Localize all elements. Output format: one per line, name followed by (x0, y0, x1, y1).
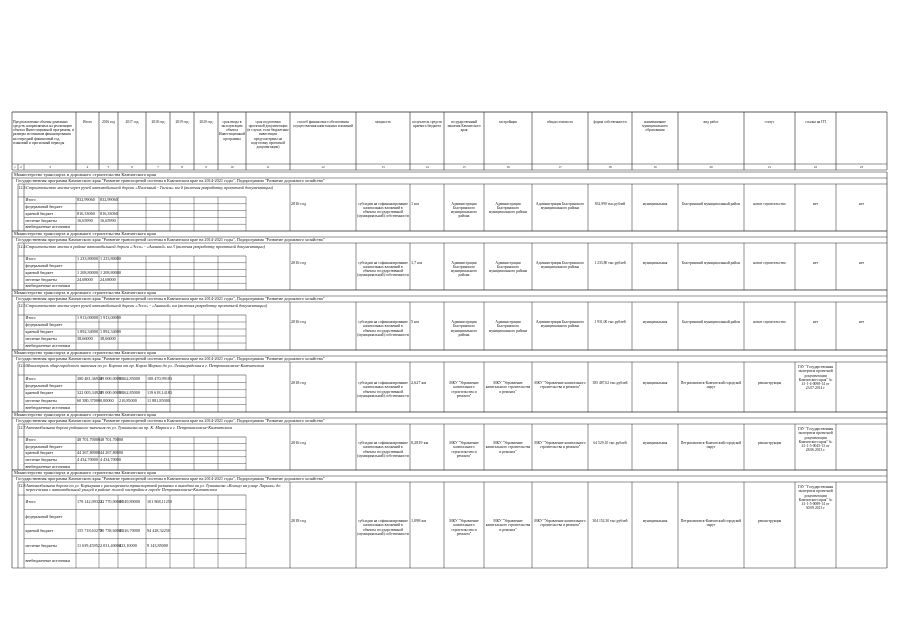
value-total: 322 005,34928 (77, 390, 103, 396)
column-number: 18 (608, 164, 612, 169)
column-number: 8 (181, 164, 183, 169)
column-number: 17 (558, 164, 562, 169)
row-label: внебюджетные источники (25, 463, 70, 469)
column-number: 6 (131, 164, 133, 169)
financing-method: субсидии на софинансирование капитальных вложений в объекты государственной (муниципальной) собственности (357, 201, 409, 219)
row-label: краевой бюджет (25, 329, 54, 335)
value-total: 1 208,80000 (77, 269, 98, 275)
value-2018: 101 868,11250 (147, 499, 172, 505)
total-cost: 304 152,30 тыс.рублей (592, 519, 628, 523)
commission-year: 2016 год (291, 200, 307, 206)
ownership-form: муниципальная (642, 201, 668, 206)
value-2018: 94 428,32250 (147, 528, 171, 534)
ownership-form: муниципальная (642, 519, 668, 523)
row-label: федеральный бюджет (25, 263, 63, 268)
ownership-form: муниципальная (642, 381, 668, 385)
expertise-status: ГАУ "Государственная экспертиза проектной документации Камчатского края" № 41-1-5-0045-13 от 28.06.2013 г. (797, 427, 834, 453)
developer: Администрация Быстринского муниципального района (535, 201, 585, 210)
capacity: 0,2819 км (411, 440, 429, 445)
row-label: федеральный бюджет (25, 382, 63, 388)
header-cell-4: 2017 год (125, 120, 139, 124)
row-label: краевой бюджет (25, 210, 54, 216)
row-label: Итого (25, 437, 36, 443)
header-cell-11: мощность (375, 120, 391, 124)
column-number: 1 (14, 164, 16, 169)
column-number: 11 (266, 164, 270, 169)
value-2016: 1 892,34000 (100, 329, 121, 335)
commission-year: 2018 год (291, 518, 307, 523)
municipality: Петропавловск-Камчатский городской округ (680, 381, 742, 390)
state-customer: Администрация Быстринского муниципального района (488, 320, 528, 333)
header-cell-3: 2016 год (102, 120, 115, 124)
header-cell-16: форма собственности (593, 120, 627, 124)
row-label: Итого (25, 375, 36, 381)
budget-recipient: МКУ "Управление капитального строительства и ремонта" (449, 381, 479, 398)
program-heading: Государственная программа Камчатского края "Развитие транспортной системы в Камчатском крае на 2014-2021 годы", Подпрограмма "Развитие дорожного хозяйства" (16, 296, 325, 302)
header-cell-1: Предполагаемые объемы денежных средств, направляемых на реализацию объекта Инвестиционной программы, и размеры источников финансирования на очередной финансовый год, плановый и прогнозный периоды (13, 120, 74, 145)
row-label: Итого (25, 197, 36, 203)
row-label: местные бюджеты (25, 276, 57, 282)
developer: МКУ "Управление капитального строительства и ремонта" (534, 441, 586, 450)
row-label: местные бюджеты (25, 217, 57, 223)
object-title: Автомобильная дорога районного значения по ул. Тушканова на пр. К. Маркса в г. Петропавловске-Камчатском (26, 424, 232, 430)
work-type: новое строительство (753, 320, 786, 324)
capacity: 1,098 км (411, 518, 427, 523)
value-total: 178 142,09323 (77, 499, 103, 505)
object-number: 12.4 (18, 244, 26, 249)
value-total: 38,66000 (77, 336, 93, 342)
value-total: 832,99060 (77, 197, 95, 203)
state-customer: Администрация Быстринского муниципального района (488, 201, 528, 214)
ministry-heading: Министерство транспорта и дорожного строительства Камчатского края (14, 350, 156, 356)
expertise-status: нет (812, 260, 819, 265)
program-heading: Государственная программа Камчатского края "Развитие транспортной системы в Камчатском крае на 2014-2021 годы", Подпрограмма "Развитие дорожного хозяйства" (16, 237, 325, 243)
program-heading: Государственная программа Камчатского края "Развитие транспортной системы в Камчатском крае на 2014-2021 годы", Подпрограмма "Развитие дорожного хозяйства" (16, 178, 325, 184)
value-total: 816,33060 (77, 210, 95, 216)
row-label: местные бюджеты (25, 397, 57, 403)
total-cost: 385 487,62 тыс.рублей (592, 381, 628, 385)
value-2016: 22 770,00000 (100, 499, 124, 505)
object-number: 12.6 (18, 363, 26, 368)
header-cell-6: 2019 год (175, 120, 189, 124)
total-cost: 1 233,80 тыс.рублей (594, 260, 626, 265)
row-label: Итого (25, 256, 36, 262)
row-label: внебюджетные источники (25, 283, 70, 289)
column-number: 15 (462, 164, 466, 169)
ministry-heading: Министерство транспорта и дорожного строительства Камчатского края (14, 172, 156, 178)
column-number: 19 (653, 164, 657, 169)
budget-recipient: Администрация Быстринского муниципального района (450, 320, 478, 337)
developer: Администрация Быстринского муниципального района (535, 320, 585, 329)
value-2016: 24,68000 (100, 276, 116, 282)
header-cell-18: вид работ (703, 120, 719, 124)
budget-recipient: МКУ "Управление капитального строительства и ремонта" (449, 519, 479, 536)
header-cell-7: 2020 год (199, 120, 213, 124)
financing-method: субсидии на софинансирование капитальных вложений в объекты государственной (муниципальной) собственности (357, 260, 409, 278)
value-2018: 11 881,85000 (147, 397, 170, 403)
expertise-status: ГАУ "Государственная экспертиза проектной документации Камчатского края" № 41-1-5-0089-14 от 30.09.2013 г. (797, 485, 834, 511)
program-heading: Государственная программа Камчатского края "Развитие транспортной системы в Камчатском крае на 2014-2021 годы", Подпрограмма "Развитие дорожного хозяйства" (16, 476, 325, 482)
column-number: 16 (506, 164, 510, 169)
row-label: Итого (25, 499, 36, 505)
row-label: федеральный бюджет (25, 204, 63, 209)
value-2016: 1 208,80000 (100, 269, 121, 275)
value-total: 155 718,63279 (77, 528, 103, 534)
expertise-status: ГАУ "Государственная экспертиза проектной документации Камчатского края" № 41-1-4-0098-14 от 23.07.2014 г. (797, 365, 834, 391)
value-2018: 119 618,14183 (147, 390, 172, 396)
object-number: 12.8 (18, 483, 26, 488)
municipality: Быстринский муниципальный район (682, 320, 740, 324)
column-number: 4 (86, 164, 89, 169)
header-cell-15: общая стоимость (546, 120, 574, 124)
column-number: 14 (425, 164, 429, 169)
work-type: реконструкция (757, 441, 782, 445)
program-heading: Государственная программа Камчатского края "Развитие транспортной системы в Камчатском крае на 2014-2021 годы", Подпрограмма "Развитие дорожного хозяйства" (16, 356, 325, 362)
ministry-heading: Министерство транспорта и дорожного строительства Камчатского края (14, 290, 156, 296)
value-2016: 0,00000 (100, 397, 114, 403)
program-heading: Государственная программа Камчатского края "Развитие транспортной системы в Камчатском крае на 2014-2021 годы", Подпрограмма "Развитие дорожного хозяйства" (16, 418, 325, 424)
ownership-form: муниципальная (642, 260, 668, 265)
budget-recipient: Администрация Быстринского муниципального района (450, 201, 478, 219)
value-2017: 423,10000 (119, 542, 137, 548)
total-cost: 832,990 тыс.рублей (594, 201, 626, 206)
value-2016: 816,33060 (100, 210, 118, 216)
row-label: местные бюджеты (25, 542, 57, 548)
object-number: 12.5 (18, 303, 26, 308)
program-ref: нет (858, 320, 865, 324)
commission-year: 2016 год (291, 440, 307, 445)
developer: МКУ "Управление капитального строительства и ремонта" (534, 381, 586, 390)
total-cost: 1 931,00 тыс.рублей (594, 320, 626, 324)
value-2017: 5 162,85000 (119, 390, 140, 396)
value-total: 60 380,37000 (77, 397, 101, 403)
header-cell-17: наименование муниципального образования (642, 120, 668, 133)
value-2016: 49 000,00000 (100, 390, 124, 396)
header-cell-20: ссылка на ГП (805, 120, 826, 124)
row-label: Итого (25, 315, 36, 321)
header-cell-19: статус (764, 120, 775, 124)
row-label: внебюджетные источники (25, 405, 70, 411)
header-cell-2: Итого (82, 120, 93, 124)
row-label: местные бюджеты (25, 456, 57, 462)
budget-recipient: МКУ "Управление капитального строительства и ремонта" (449, 441, 479, 458)
value-2016: 832,99060 (100, 197, 118, 203)
value-2016: 44 267,80000 (100, 450, 124, 456)
value-2018: 108 470,99183 (147, 375, 173, 381)
value-2017: 5 162,85000 (119, 375, 140, 381)
value-2016: 16,65990 (100, 217, 116, 223)
header-cell-10: способ финансового обеспечения осуществления капитальных вложений (292, 120, 354, 129)
state-customer: Администрация Быстринского муниципального района (488, 260, 528, 273)
header-cell-13: государственный заказчик Камчатского края (447, 120, 481, 133)
object-title: Строительство моста через ручей автомобильной дороги «Эссо» - «Анавгай» км (включая разработку проектной документации) (26, 302, 268, 308)
ownership-form: муниципальная (642, 320, 668, 324)
row-label: внебюджетные источники (25, 557, 70, 563)
header-cell-9: срок подготовки проектной документации (в случае, если бюджетные инвестиции предусмотрены на подготовку проектной документации) (247, 120, 289, 149)
commission-year: 2016 год (291, 319, 307, 324)
object-number: 12.3 (18, 185, 26, 190)
value-2017: 4 549,80000 (119, 499, 140, 505)
value-2016: 2 031,40000 (100, 542, 121, 548)
capacity: 1,7 км (411, 259, 422, 265)
ministry-heading: Министерство транспорта и дорожного строительства Камчатского края (14, 470, 156, 476)
value-2017: 4 126,70000 (119, 528, 140, 534)
value-total: 1 913,00000 (77, 315, 98, 321)
row-label: федеральный бюджет (25, 513, 63, 519)
value-total: 16,65990 (77, 217, 93, 223)
commission-year: 2016 год (291, 259, 307, 265)
value-total: 380 481,36928 (77, 375, 103, 381)
ministry-heading: Министерство транспорта и дорожного строительства Камчатского края (14, 231, 156, 237)
column-number: 23 (859, 164, 864, 169)
municipality: Быстринский муниципальный район (682, 201, 740, 206)
object-title: Строительство моста в районе автомобильной дороги «Эссо» - «Анавгай» км 3 (включая разработку проектной документации) (26, 243, 266, 249)
municipality: Петропавловск-Камчатский городской округ (680, 519, 742, 528)
value-total: 11 639,45952 (77, 542, 100, 548)
work-type: новое строительство (753, 201, 786, 206)
object-title: Автомобильная дорога по ул. Карьерная с расширением транспортной развязки и выходом на ул. Тушканова «Кольцо на улице Ларина» до пересечения с автомобильной улицей в районе жилой застройки в городе Петропавловске-Камчатском (26, 482, 281, 492)
financing-method: субсидии на софинансирование капитальных вложений в объекты государственной (муниципальной) собственности (357, 381, 409, 398)
row-label: краевой бюджет (25, 269, 54, 275)
value-total: 48 701,70000 (77, 437, 101, 443)
ministry-heading: Министерство транспорта и дорожного строительства Камчатского края (14, 412, 156, 418)
work-type: новое строительство (753, 260, 786, 265)
value-total: 1 233,80000 (77, 256, 98, 262)
row-label: краевой бюджет (25, 528, 54, 534)
column-number: 21 (767, 164, 772, 169)
program-ref: нет (858, 260, 865, 265)
row-label: федеральный бюджет (25, 322, 63, 328)
header-cell-12: получатель средств краевого бюджета (412, 120, 442, 129)
developer: МКУ "Управление капитального строительства и ремонта" (534, 519, 586, 528)
commission-year: 2018 год (291, 380, 307, 385)
state-customer: МКУ "Управление капитального строительства и ремонта" (485, 381, 531, 394)
capacity: 1 км (411, 200, 419, 206)
value-2016: 1 913,00000 (100, 315, 121, 321)
row-label: местные бюджеты (25, 336, 57, 342)
column-number: 5 (107, 164, 110, 169)
budget-recipient: Администрация Быстринского муниципального района (450, 260, 478, 278)
value-2016: 49 000,00000 (100, 375, 124, 381)
column-number: 9 (205, 164, 207, 169)
column-number: 3 (49, 164, 51, 169)
state-customer: МКУ "Управление капитального строительства и ремонта" (485, 441, 531, 454)
work-type: реконструкция (757, 519, 782, 523)
program-ref: нет (858, 201, 865, 206)
developer: Администрация Быстринского муниципального района (535, 260, 585, 269)
value-2018: 9 143,85000 (147, 542, 168, 548)
total-cost: 64 529,10 тыс.рублей (593, 441, 627, 445)
expertise-status: нет (812, 320, 819, 324)
financing-method: субсидии на софинансирование капитальных вложений в объекты государственной (муниципальной) собственности (357, 519, 409, 536)
value-2016: 20 738,60000 (100, 528, 124, 534)
capacity: 5 км (411, 319, 419, 324)
column-number: 22 (813, 164, 818, 169)
object-number: 12.7 (18, 425, 26, 430)
ownership-form: муниципальная (642, 441, 668, 445)
header-cell-5: 2018 год (151, 120, 165, 124)
value-2016: 48 701,70000 (100, 437, 124, 443)
column-number: 7 (157, 164, 159, 169)
column-number: 2 (20, 164, 22, 169)
expertise-status: нет (812, 201, 819, 206)
object-title: Магистраль общегородского значения по ул. Кирова от пр. Карла Маркса до ул. Ленинградская в г. Петропавловске-Камчатском (26, 362, 264, 368)
column-number: 10 (230, 164, 234, 169)
column-number: 13 (381, 164, 385, 169)
value-total: 24,68000 (77, 276, 93, 282)
value-total: 44 267,80000 (77, 450, 101, 456)
state-customer: МКУ "Управление капитального строительства и ремонта" (485, 519, 531, 532)
value-2016: 38,66000 (100, 336, 116, 342)
financing-method: субсидии на софинансирование капитальных вложений в объекты государственной (муниципальной) собственности (357, 320, 409, 337)
row-label: краевой бюджет (25, 390, 54, 396)
value-total: 1 892,34000 (77, 329, 98, 335)
work-type: реконструкция (757, 381, 782, 385)
column-number: 12 (321, 164, 325, 169)
value-2016: 1 233,80000 (100, 256, 121, 262)
municipality: Быстринский муниципальный район (682, 260, 740, 265)
row-label: внебюджетные источники (25, 224, 70, 230)
row-label: краевой бюджет (25, 450, 54, 456)
capacity: 2,627 км (411, 380, 427, 385)
header-cell-8: срок ввода в эксплуатацию объекта Инвестиционной программы (219, 120, 246, 141)
value-2017: 210,85000 (119, 397, 137, 403)
object-title: Строительство моста через ручей автомобильной дороги «Пиленный - Тигиль» км 0 (включая разработку проектной документации) (26, 184, 274, 190)
header-cell-14: застройщик (498, 120, 518, 124)
value-2016: 4 434,70000 (100, 456, 121, 462)
row-label: внебюджетные источники (25, 343, 70, 349)
value-total: 4 434,70000 (77, 456, 98, 462)
column-number: 20 (709, 164, 713, 169)
municipality: Петропавловск-Камчатский городской округ (680, 441, 742, 450)
row-label: федеральный бюджет (25, 443, 63, 449)
financing-method: субсидии на софинансирование капитальных вложений в объекты государственной (муниципальной) собственности (357, 441, 409, 458)
